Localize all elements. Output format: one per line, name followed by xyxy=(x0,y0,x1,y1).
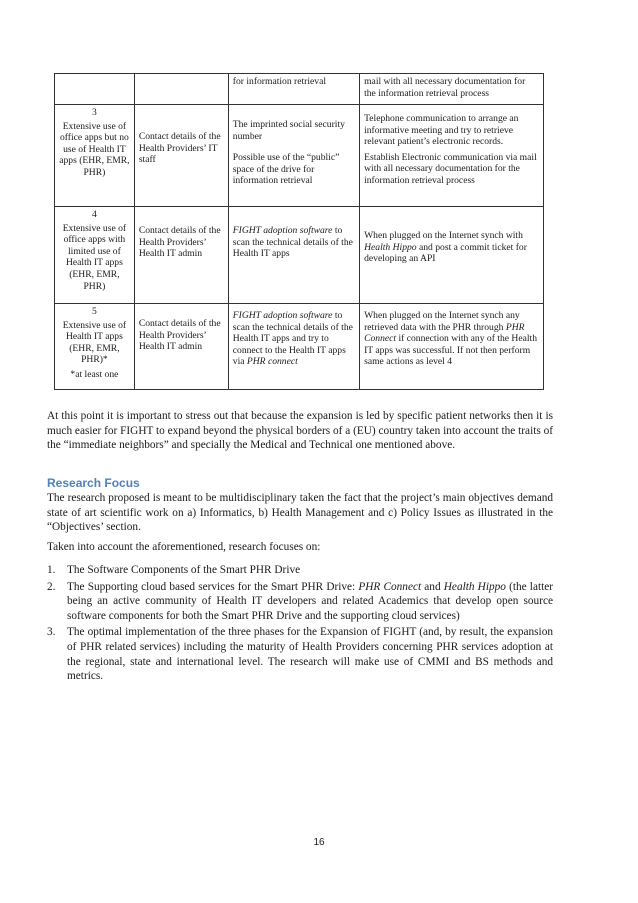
table-cell xyxy=(360,74,544,105)
software-name: FIGHT adoption software xyxy=(232,225,333,236)
method-text: Possible use of the “public” space of the drive for information retrieval xyxy=(232,152,340,187)
list-item xyxy=(47,625,553,683)
service-name: PHR Connect xyxy=(364,321,525,345)
list-item xyxy=(47,580,553,624)
list-text: The optimal implementation of the three phases for the Expansion of FIGHT (and, by result, the expansion of PHR related services) including the maturity of Health Providers concerning PHR services adoption at the regional, state and international level. The research will make use of CMMI and BS methods and metrics. xyxy=(67,626,553,683)
table-cell xyxy=(134,304,228,390)
list-text: (the latter being an active community of Health IT developers and related Academics that develop open source software components for both the Smart PHR Drive and the supporting cloud services) xyxy=(67,580,554,622)
page-number: 16 xyxy=(313,837,325,848)
level-number: 3 xyxy=(92,107,97,118)
method-text: The imprinted social security number xyxy=(232,119,345,142)
table-cell xyxy=(55,105,135,207)
table-cell xyxy=(360,105,544,207)
cell-text: mail with all necessary documentation for the information retrieval process xyxy=(364,76,526,99)
usage-description: Extensive use of office apps but no use of Health IT apps (EHR, EMR, PHR) xyxy=(59,120,130,178)
table-cell xyxy=(228,304,359,390)
list-number: 1. xyxy=(47,564,56,576)
table-cell xyxy=(360,207,544,304)
table-cell xyxy=(134,207,228,304)
table-cell xyxy=(55,207,135,304)
table-cell xyxy=(228,105,359,207)
action-text: Establish Electronic communication via mail with all necessary documentation for the information retrieval process xyxy=(364,151,537,186)
software-name: FIGHT adoption software xyxy=(232,310,333,321)
cell-text: for information retrieval xyxy=(232,76,327,87)
table-cell xyxy=(228,74,359,105)
contact-details: Contact details of the Health Providers’ IT staff xyxy=(138,131,221,166)
table-cell xyxy=(228,207,359,304)
service-name: PHR Connect xyxy=(358,580,422,593)
body-paragraph: The research proposed is meant to be multidisciplinary taken the fact that the project’s main objectives demand state of art scientific work on a) Informatics, b) Health Management and c) Policy Issues as illustrated in the “Objectives’ section. xyxy=(47,492,553,534)
list-number: 3. xyxy=(47,626,56,639)
table-cell xyxy=(360,304,544,390)
service-name: PHR connect xyxy=(246,356,298,368)
table-row xyxy=(55,74,544,105)
action-text: and post a commit ticket for developing an API xyxy=(364,241,527,265)
level-number: 5 xyxy=(92,306,97,317)
action-text: When plugged on the Internet synch with xyxy=(364,230,523,241)
table-row xyxy=(55,105,544,207)
body-paragraph: Taken into account the aforementioned, research focuses on: xyxy=(47,541,321,553)
list-number: 2. xyxy=(47,580,56,593)
service-name: Health Hippo xyxy=(443,580,506,593)
table-row xyxy=(55,304,544,390)
table-cell xyxy=(55,304,135,390)
section-heading: Research Focus xyxy=(47,476,140,490)
list-item xyxy=(47,563,553,578)
level-number: 4 xyxy=(92,209,97,220)
contact-details: Contact details of the Health Providers’ Health IT admin xyxy=(138,318,221,353)
footnote-text: *at least one xyxy=(70,368,119,380)
table-row xyxy=(55,207,544,304)
method-text: to scan the technical details of the Health IT apps and try to connect to the Health IT apps via xyxy=(232,310,353,368)
list-text: The Supporting cloud based services for the Smart PHR Drive: xyxy=(67,580,359,593)
research-focus-list xyxy=(47,563,553,686)
table-cell xyxy=(134,74,228,105)
table-cell xyxy=(134,105,228,207)
usage-description: Extensive use of office apps with limited use of Health IT apps (EHR, EMR, PHR) xyxy=(62,222,127,292)
service-name: Health Hippo xyxy=(364,241,417,253)
usage-description: Extensive use of Health IT apps (EHR, EMR, PHR)* xyxy=(62,319,127,366)
method-text: to scan the technical details of the Health IT apps xyxy=(232,225,353,260)
body-paragraph: At this point it is important to stress out that because the expansion is led by specific patient networks then it is much easier for FIGHT to expand beyond the physical borders of a (EU) country taken into account the traits of the “immediate neighbors” and specially the Medical and Technical one mentioned above. xyxy=(47,410,553,452)
list-text: The Software Components of the Smart PHR Drive xyxy=(67,564,301,576)
contact-details: Contact details of the Health Providers’ Health IT admin xyxy=(138,225,221,260)
action-text: if connection with any of the Health IT apps was successful. If not then perform same actions as level 4 xyxy=(364,333,538,368)
adoption-levels-table xyxy=(54,73,544,390)
action-text: When plugged on the Internet synch any retrieved data with the PHR through xyxy=(364,310,520,333)
list-text: and xyxy=(421,580,444,593)
action-text: Telephone communication to arrange an informative meeting and try to retrieve relevant patient’s electronic records. xyxy=(364,113,519,148)
table-cell xyxy=(55,74,135,105)
